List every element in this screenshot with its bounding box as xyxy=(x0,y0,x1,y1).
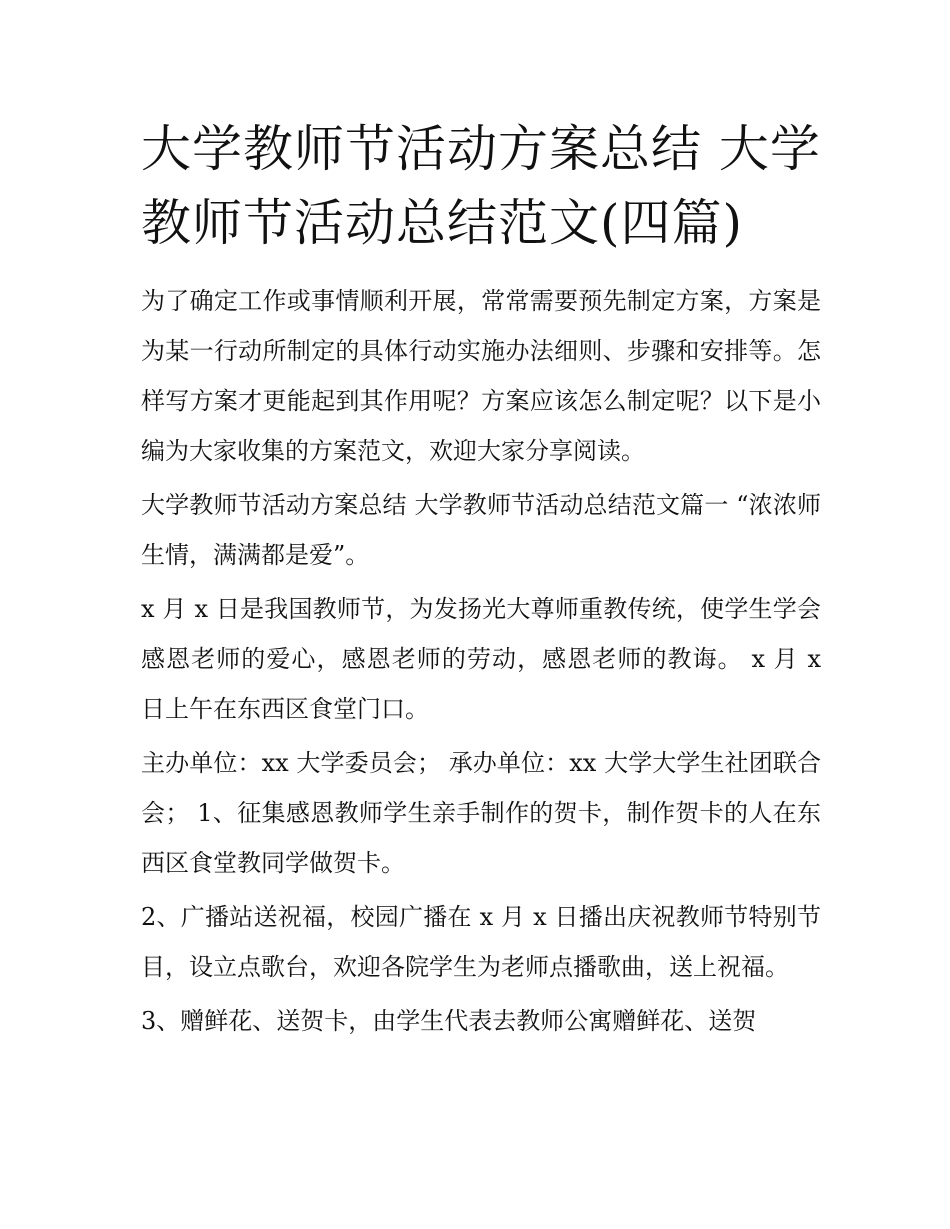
paragraph-heading-one: 大学教师节活动方案总结 大学教师节活动总结范文篇一 “浓浓师生情，满满都是爱”。 xyxy=(141,491,821,569)
document-title: 大学教师节活动方案总结 大学教师节活动总结范文(四篇) xyxy=(141,120,821,252)
paragraph-broadcast: 2、广播站送祝福，校园广播在 x 月 x 日播出庆祝教师节特别节目，设立点歌台，欢迎各院学生为老师点播歌曲，送上祝福。 xyxy=(141,903,821,981)
paragraph-intro: 为了确定工作或事情顺利开展，常常需要预先制定方案，方案是为某一行动所制定的具体行动实施办法细则、步骤和安排等。怎样写方案才更能起到其作用呢？方案应该怎么制定呢？以下是小编为大家收集的方案范文，欢迎大家分享阅读。 xyxy=(141,287,821,465)
paragraph-date-purpose: x 月 x 日是我国教师节，为发扬光大尊师重教传统，使学生学会感恩老师的爱心，感恩老师的劳动，感恩老师的教诲。 x 月 x 日上午在东西区食堂门口。 xyxy=(141,595,821,723)
paragraph-flowers: 3、赠鲜花、送贺卡，由学生代表去教师公寓赠鲜花、送贺 xyxy=(141,1007,757,1035)
paragraph-organizers: 主办单位：xx 大学委员会； 承办单位：xx 大学大学生社团联合会； 1、征集感恩教师学生亲手制作的贺卡，制作贺卡的人在东西区食堂教同学做贺卡。 xyxy=(141,749,821,877)
document-body xyxy=(141,276,821,1050)
